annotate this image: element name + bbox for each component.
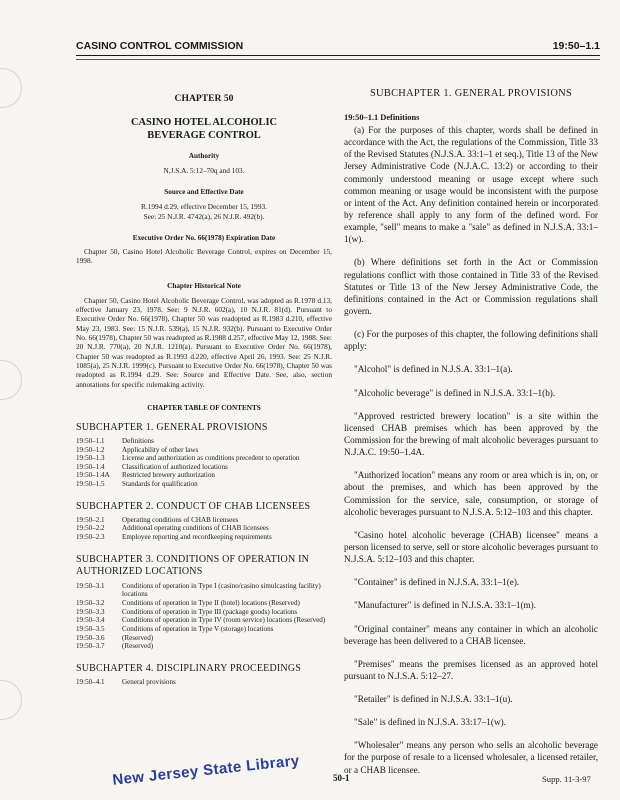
toc-item-title: Operating conditions of CHAB licensees bbox=[122, 515, 239, 524]
toc-subchapter-heading: SUBCHAPTER 1. GENERAL PROVISIONS bbox=[76, 421, 268, 433]
toc-subchapter-heading: SUBCHAPTER 3. CONDITIONS OF OPERATION IN AUTHORIZED LOCATIONS bbox=[76, 553, 310, 577]
toc-subchapter-heading: SUBCHAPTER 2. CONDUCT OF CHAB LICENSEES bbox=[76, 500, 311, 512]
running-header bbox=[76, 40, 600, 56]
definition-item: "Wholesaler" means any person who sells an alcoholic beverage for the purpose of resale to a licensed wholesaler, a licensed retailer, or a CHAB licensee. bbox=[344, 740, 598, 775]
toc-subchapter-heading: SUBCHAPTER 4. DISCIPLINARY PROCEEDINGS bbox=[76, 662, 302, 674]
toc-item-number: 19:50–2.1 bbox=[76, 515, 105, 524]
toc-item-number: 19:50–3.4 bbox=[76, 616, 105, 625]
toc-item-number: 19:50–1.5 bbox=[76, 480, 105, 489]
definition-item: "Authorized location" means any room or area which is in, on, or about the premises, and which has been approved by the Commission for the service, sale, consumption, or storage of alcoholic beverages pursuant to N.J.S.A. 5:12–103 and this chapter. bbox=[344, 470, 598, 517]
toc-item-title: License and authorization as conditions precedent to operation bbox=[122, 454, 300, 463]
toc-item-title: Conditions of operation in Type III (package goods) locations bbox=[122, 607, 298, 616]
toc-item-number: 19:50–3.5 bbox=[76, 624, 105, 633]
library-stamp: New Jersey State Library bbox=[111, 752, 301, 789]
definition-item: "Approved restricted brewery location" is a site within the licensed CHAB premises which has been approved by the Commission for the brewing of malt alcoholic beverages pursuant to N.J.A.C. 19:50–1.4A. bbox=[344, 410, 598, 458]
toc-item-number: 19:50–4.1 bbox=[76, 677, 105, 686]
executive-order-heading: Executive Order No. 66(1978) Expiration Date bbox=[132, 233, 276, 242]
toc-item-title: (Reserved) bbox=[122, 633, 154, 642]
toc-item bbox=[76, 582, 332, 599]
toc-item-number: 19:50–3.6 bbox=[76, 633, 105, 642]
toc-item-number: 19:50–3.3 bbox=[76, 607, 105, 616]
definitions-list bbox=[344, 363, 598, 775]
definition-item: "Casino hotel alcoholic beverage (CHAB) licensee" means a person licensed to serve, sell or store alcoholic beverages pursuant to N.J.S.A. 5:12–103 and this chapter. bbox=[344, 529, 598, 565]
toc-item-title: Conditions of operation in Type I (casino/casino simulcasting facility) locations bbox=[122, 581, 321, 599]
toc-item-number: 19:50–2.3 bbox=[76, 533, 105, 542]
definition-item: "Retailer" is defined in N.J.S.A. 33:1–1(u). bbox=[354, 694, 513, 705]
toc-item bbox=[76, 516, 332, 525]
historical-note-heading: Chapter Historical Note bbox=[167, 281, 241, 290]
paragraph-c: (c) For the purposes of this chapter, the following definitions shall apply: bbox=[344, 329, 598, 352]
toc-subchapter-3 bbox=[76, 554, 332, 651]
toc-list bbox=[76, 678, 332, 687]
toc-item bbox=[76, 446, 332, 455]
definition-item: "Alcohol" is defined in N.J.S.A. 33:1–1(a). bbox=[354, 364, 513, 375]
chapter-title-line-1: CASINO HOTEL ALCOHOLIC bbox=[130, 117, 278, 128]
table-of-contents-heading: CHAPTER TABLE OF CONTENTS bbox=[147, 403, 261, 412]
chapter-title bbox=[76, 116, 332, 142]
left-column bbox=[76, 88, 332, 686]
toc-item-title: (Reserved) bbox=[122, 642, 154, 651]
toc-item-title: Classification of authorized locations bbox=[122, 462, 228, 471]
toc-item-number: 19:50–1.3 bbox=[76, 454, 105, 463]
definition-item: "Premises" means the premises licensed as an approved hotel pursuant to N.J.S.A. 5:12–27. bbox=[344, 658, 598, 681]
toc-item bbox=[76, 642, 332, 651]
source-line-2: See: 25 N.J.R. 4742(a), 26 N.J.R. 492(b). bbox=[143, 211, 265, 221]
subchapter-heading: SUBCHAPTER 1. GENERAL PROVISIONS bbox=[369, 88, 573, 99]
toc-item-title: Conditions of operation in Type IV (room service) locations (Reserved) bbox=[122, 616, 326, 625]
toc-item-number: 19:50–1.2 bbox=[76, 445, 105, 454]
toc-item-number: 19:50–2.2 bbox=[76, 524, 105, 533]
toc-item-number: 19:50–3.7 bbox=[76, 642, 105, 651]
toc-item-number: 19:50–1.4 bbox=[76, 462, 105, 471]
toc-item bbox=[76, 678, 332, 687]
toc-item-title: Applicability of other laws bbox=[122, 445, 199, 454]
toc-item bbox=[76, 634, 332, 643]
header-title: CASINO CONTROL COMMISSION bbox=[76, 40, 244, 52]
punch-hole-middle bbox=[0, 360, 22, 400]
right-column bbox=[344, 88, 598, 776]
toc-list bbox=[76, 437, 332, 489]
toc-item bbox=[76, 625, 332, 634]
toc-item bbox=[76, 524, 332, 533]
toc-list bbox=[76, 582, 332, 651]
toc-item bbox=[76, 533, 332, 542]
punch-hole-bottom bbox=[0, 680, 22, 720]
authority-heading: Authority bbox=[188, 152, 220, 160]
toc-item-title: Restricted brewery authorization bbox=[122, 471, 215, 480]
toc-item-title: Employee reporting and recordkeeping requirements bbox=[122, 533, 272, 542]
toc-item-title: Conditions of operation in Type V (storage) locations bbox=[122, 624, 274, 633]
toc-item-title: Definitions bbox=[122, 436, 154, 445]
punch-hole-top bbox=[0, 68, 22, 108]
header-section-number: 19:50–1.1 bbox=[552, 40, 600, 52]
toc-item-title: General provisions bbox=[122, 677, 176, 686]
toc-item bbox=[76, 480, 332, 489]
executive-order-text: Chapter 50, Casino Hotel Alcoholic Beverage Control, expires on December 15, 1998. bbox=[76, 246, 332, 266]
toc-item bbox=[76, 608, 332, 617]
toc-item-number: 19:50–3.2 bbox=[76, 598, 105, 607]
chapter-title-line-2: BEVERAGE CONTROL bbox=[147, 130, 261, 141]
toc-item bbox=[76, 599, 332, 608]
definition-item: "Original container" means any container in which an alcoholic beverage has been delivered to a CHAB licensee. bbox=[344, 623, 598, 646]
definition-item: "Alcoholic beverage" is defined in N.J.S.A. 33:1–1(b). bbox=[354, 387, 556, 398]
chapter-number: CHAPTER 50 bbox=[174, 93, 234, 104]
authority-text: N.J.S.A. 5:12–70q and 103. bbox=[163, 166, 245, 175]
toc-item-title: Standards for qualification bbox=[122, 480, 198, 489]
page-number: 50-1 bbox=[333, 773, 350, 783]
toc-item bbox=[76, 616, 332, 625]
section-heading: 19:50–1.1 Definitions bbox=[344, 113, 420, 122]
paragraph-b: (b) Where definitions set forth in the Act or Commission regulations conflict with those contained in Title 33 of the Revised Statutes or Title 13 of the New Jersey Administrative Code, the definitions contained in the Act or Commission regulations shall govern. bbox=[344, 257, 598, 316]
toc-subchapter-1 bbox=[76, 422, 332, 489]
source-line-1: R.1994 d.29, effective December 15, 1993. bbox=[141, 202, 267, 212]
toc-item bbox=[76, 437, 332, 446]
toc-item bbox=[76, 471, 332, 480]
definition-item: "Container" is defined in N.J.S.A. 33:1–1(e). bbox=[354, 577, 520, 588]
source-heading: Source and Effective Date bbox=[164, 188, 244, 197]
supplement-date: Supp. 11-3-97 bbox=[542, 774, 591, 784]
toc-item bbox=[76, 463, 332, 472]
toc-item-number: 19:50–1.4A bbox=[76, 471, 110, 480]
toc-subchapter-2 bbox=[76, 501, 332, 542]
toc-list bbox=[76, 516, 332, 542]
historical-note-text: Chapter 50, Casino Hotel Alcoholic Beverage Control, was adopted as R.1978 d.13, effective January 23, 1978. See: 9 N.J.R. 602(a), 10 N.J.R. 81(d). Pursuant to Executive Order No. 66(1978), Chapter 50 was readopted as R.1983 d.210, effective May 23, 1983. See: 15 N.J.R. 539(a), 15 N.J.R. 932(b). Pursuant to Executive Order No. 66(1978), Chapter 50 was readopted as R.1988 d.257, effective May 12, 1988. See: 20 N.J.R. 770(a), 20 N.J.R. 1210(a). Pursuant to Executive Order No. 66(1978), Chapter 50 was readopted as R.1993 d.220, effective April 26, 1993. See: 25 N.J.R. 1085(a), 25 N.J.R. 1999(c). Pursuant to Executive Order No. 66(1978), Chapter 50 was readopted as R.1994 d.29. See: Source and Effective Date. See, also, section annotations for specific rulemaking activity. bbox=[76, 295, 333, 389]
header-rule bbox=[76, 59, 600, 60]
toc-item-number: 19:50–1.1 bbox=[76, 436, 105, 445]
toc-item-number: 19:50–3.1 bbox=[76, 581, 105, 590]
toc-item-title: Conditions of operation in Type II (hotel) locations (Reserved) bbox=[122, 598, 300, 607]
toc-item bbox=[76, 454, 332, 463]
definition-item: "Sale" is defined in N.J.S.A. 33:17–1(w). bbox=[354, 717, 506, 728]
toc-subchapter-4 bbox=[76, 663, 332, 687]
toc-item-title: Additional operating conditions of CHAB licensees bbox=[122, 524, 269, 533]
definition-item: "Manufacturer" is defined in N.J.S.A. 33:1–1(m). bbox=[354, 600, 537, 611]
paragraph-a: (a) For the purposes of this chapter, words shall be defined in accordance with the Act, the regulations of the Commission, Title 33 of the Revised Statutes (N.J.S.A. 33:1–1 et seq.), Title 13 of the New Jersey Administrative Code (N.J.A.C. 13:2) or according to their commonly understood meaning or usage except where such common meaning or usage would be inconsistent with the purpose or intent of the Act. Any definition contained herein or incorporated by reference shall apply to any form of the defined word. For example, "sell" means to make a "sale" as defined in N.J.S.A. 33:1–1(w). bbox=[344, 125, 598, 245]
